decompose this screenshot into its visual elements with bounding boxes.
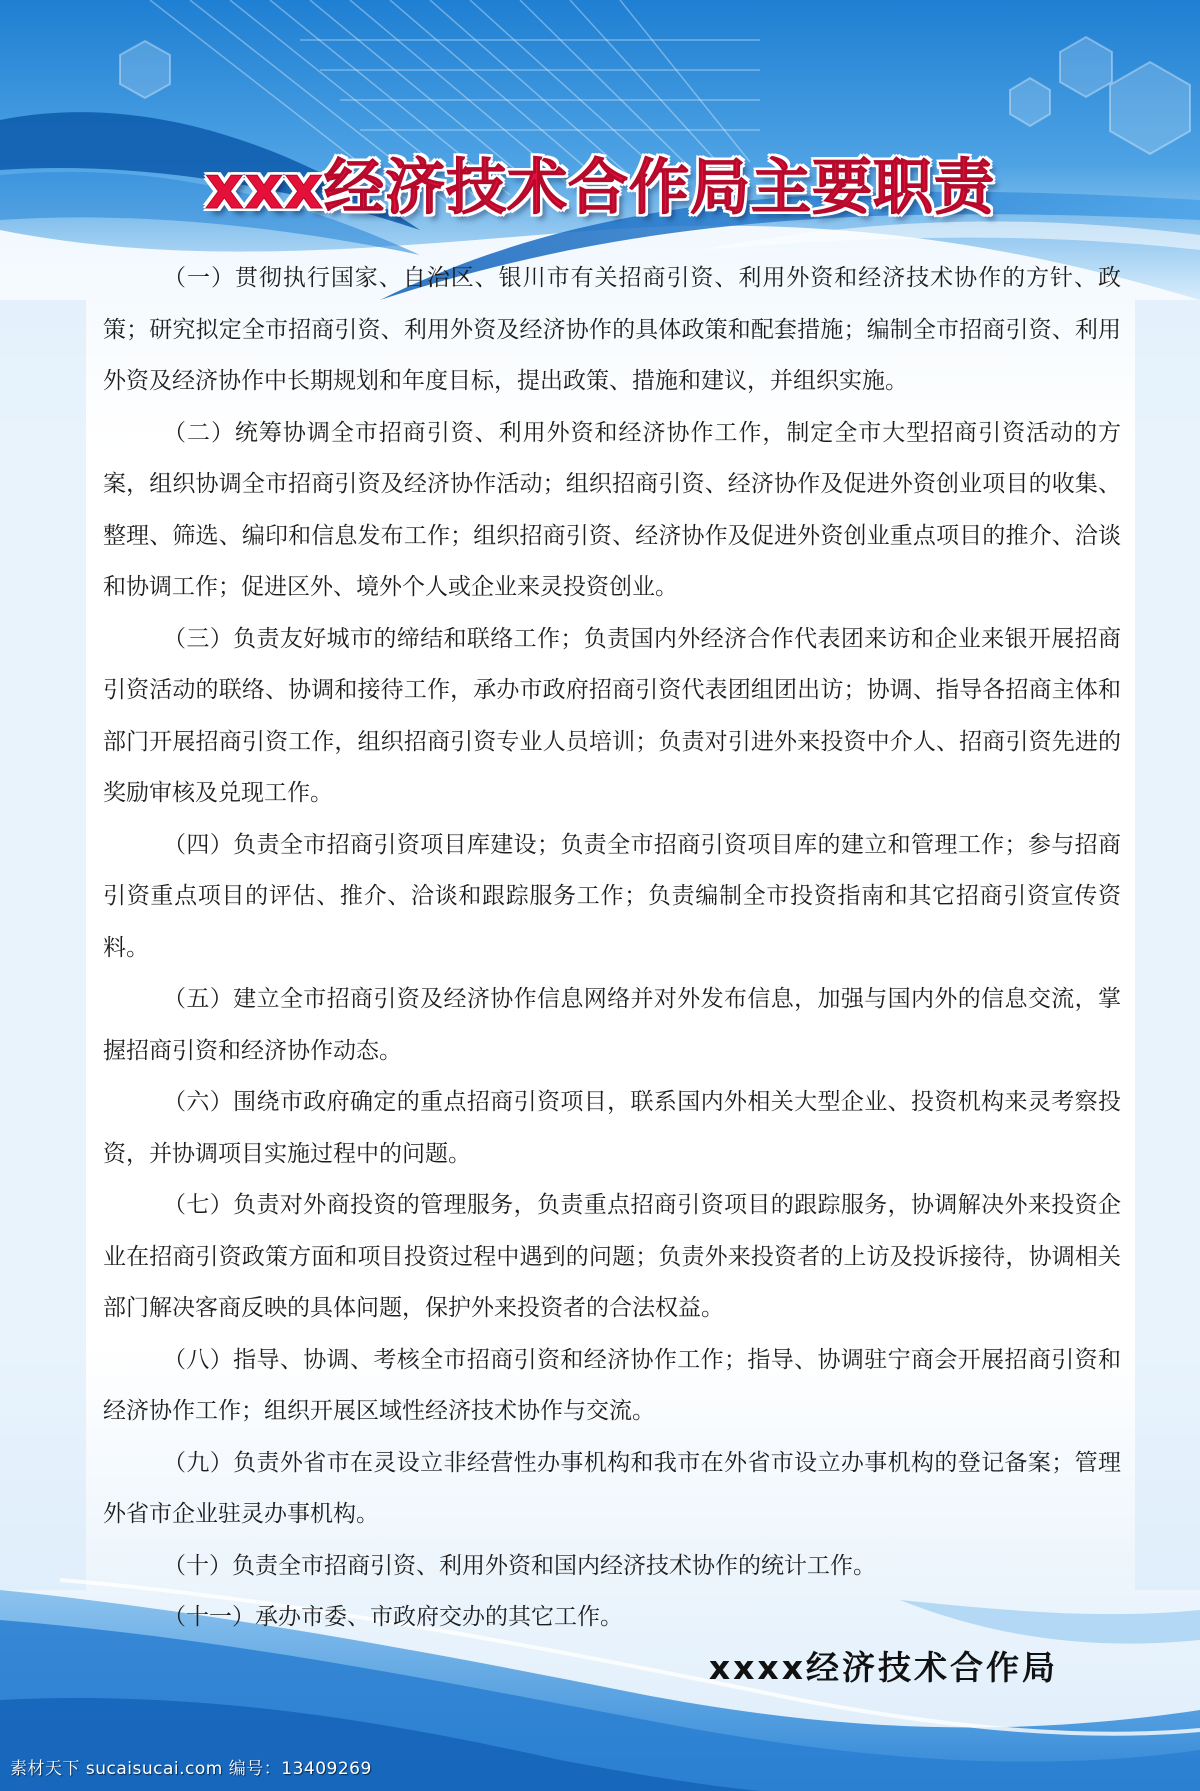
duty-paragraph-4: （四）负责全市招商引资项目库建设；负责全市招商引资项目库的建立和管理工作；参与招商引资重点项目的评估、推介、洽谈和跟踪服务工作；负责编制全市投资指南和其它招商引资宣传资料。 bbox=[103, 831, 1121, 961]
duty-paragraph-5: （五）建立全市招商引资及经济协作信息网络并对外发布信息，加强与国内外的信息交流，掌握招商引资和经济协作动态。 bbox=[103, 986, 1121, 1064]
duty-paragraph-1: （一）贯彻执行国家、自治区、银川市有关招商引资、利用外资和经济技术协作的方针、政策；研究拟定全市招商引资、利用外资及经济协作的具体政策和配套措施；编制全市招商引资、利用外资及经济协作中长期规划和年度目标，提出政策、措施和建议，并组织实施。 bbox=[103, 265, 1121, 394]
duty-paragraph-11: （十一）承办市委、市政府交办的其它工作。 bbox=[163, 1604, 623, 1630]
duty-paragraph-10: （十）负责全市招商引资、利用外资和国内经济技术协作的统计工作。 bbox=[163, 1552, 876, 1579]
duties-content bbox=[103, 253, 1121, 1644]
duty-paragraph-2: （二）统筹协调全市招商引资、利用外资和经济协作工作，制定全市大型招商引资活动的方案，组织协调全市招商引资及经济协作活动；组织招商引资、经济协作及促进外资创业项目的收集、整理、筛选、编印和信息发布工作；组织招商引资、经济协作及促进外资创业重点项目的推介、洽谈和协调工作；促进区外、境外个人或企业来灵投资创业。 bbox=[103, 419, 1121, 600]
page-title: xxx经济技术合作局主要职责 bbox=[204, 153, 996, 223]
signature: xxxx经济技术合作局 bbox=[708, 1648, 1058, 1687]
duty-paragraph-7: （七）负责对外商投资的管理服务，负责重点招商引资项目的跟踪服务，协调解决外来投资企业在招商引资政策方面和项目投资过程中遇到的问题；负责外来投资者的上访及投诉接待，协调相关部门解决客商反映的具体问题，保护外来投资者的合法权益。 bbox=[103, 1192, 1121, 1321]
duty-paragraph-8: （八）指导、协调、考核全市招商引资和经济协作工作；指导、协调驻宁商会开展招商引资和经济协作工作；组织开展区域性经济技术协作与交流。 bbox=[103, 1346, 1121, 1424]
duty-paragraph-9: （九）负责外省市在灵设立非经营性办事机构和我市在外省市设立办事机构的登记备案；管理外省市企业驻灵办事机构。 bbox=[103, 1449, 1121, 1527]
duty-paragraph-6: （六）围绕市政府确定的重点招商引资项目，联系国内外相关大型企业、投资机构来灵考察投资，并协调项目实施过程中的问题。 bbox=[103, 1089, 1121, 1167]
duty-paragraph-3: （三）负责友好城市的缔结和联络工作；负责国内外经济合作代表团来访和企业来银开展招商引资活动的联络、协调和接待工作，承办市政府招商引资代表团组团出访；协调、指导各招商主体和部门开展招商引资工作，组织招商引资专业人员培训；负责对引进外来投资中介人、招商引资先进的奖励审核及兑现工作。 bbox=[103, 625, 1121, 806]
watermark-text: 素材天下 sucaisucai.com 编号：13409269 bbox=[10, 1759, 372, 1779]
